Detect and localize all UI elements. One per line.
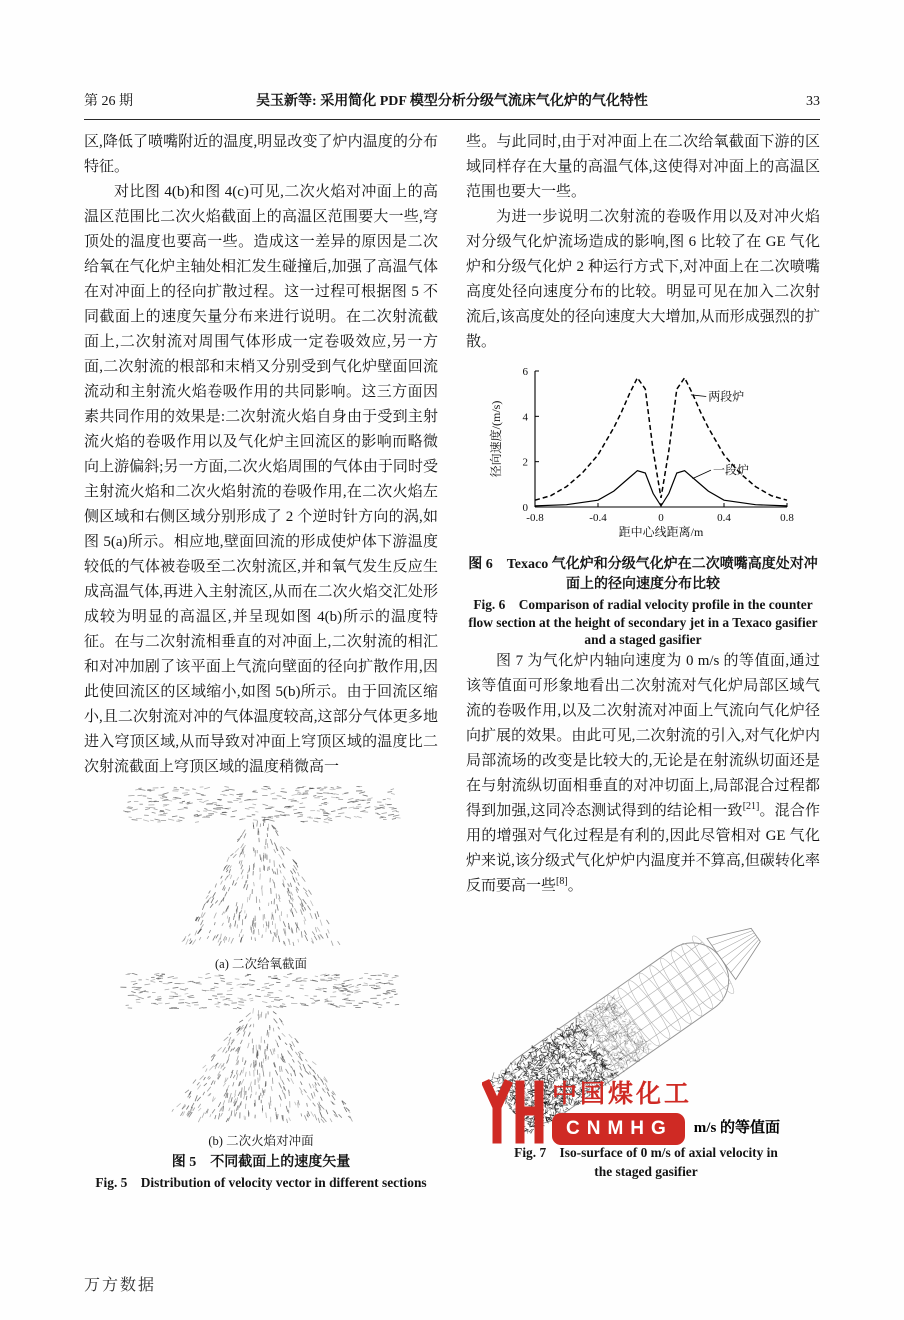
fig6-caption-en: Fig. 6 Comparison of radial velocity profile in the counter flow section at the height of secondary jet in a Texaco gasifier and a staged gasifier: [468, 597, 818, 647]
running-title: 吴玉新等: 采用简化 PDF 模型分析分级气流床气化炉的气化特性: [256, 94, 648, 109]
watermark-text-block: [552, 1079, 780, 1145]
page-header: [84, 90, 820, 120]
svg-text:两段炉: 两段炉: [708, 389, 745, 404]
paragraph: 区,降低了喷嘴附近的温度,明显改变了炉内温度的分布特征。: [84, 134, 438, 175]
svg-text:4: 4: [522, 411, 528, 424]
fig5a-label: (a) 二次给氧截面: [215, 957, 307, 971]
paragraph: 些。与此同时,由于对冲面上在二次给氧截面下游的区域同样存在大量的高温气体,这使得对冲面上的高温区范围也要大一些。: [466, 134, 820, 200]
page-number: 33: [806, 94, 820, 109]
fig5a-vector-field: [116, 786, 406, 946]
svg-text:-0.8: -0.8: [526, 512, 544, 524]
fig6-caption-cn: 图 6 Texaco 气化炉和分级气化炉在二次喷嘴高度处对冲面上的径向速度分布比较: [468, 557, 818, 592]
paragraph: 图 7 为气化炉内轴向速度为 0 m/s 的等值面,通过该等值面可形象地看出二次射流对气化炉局部区域气流的卷吸作用,以及二次射流对冲面上气流向气化炉径向扩展的效果。由此可见,二次射流的引入,对气化炉内局部流场的改变是比较大的,无论是在射流纵切面还是在与射流纵切面相垂直的对冲切面上,局部混合过程都得到加强,这同冷态测试得到的结论相一致[21]。混合作用的增强对气化过程是有利的,因此尽管相对 GE 气化炉来说,该分级式气化炉炉内温度并不算高,但碳转化率反而要高一些[8]。: [466, 652, 820, 894]
paragraph: 为进一步说明二次射流的卷吸作用以及对冲火焰对分级气化炉流场造成的影响,图 6 比较了在 GE 气化炉和分级气化炉 2 种运行方式下,对冲面上在二次喷嘴高度处径向速度分布的比较。明显可见在加入二次射流后,该高度处的径向速度大大增加,从而形成强烈的扩散。: [466, 209, 820, 350]
svg-text:距中心线距离/m: 距中心线距离/m: [618, 525, 704, 539]
figure-7: [466, 901, 820, 1201]
svg-text:6: 6: [522, 366, 528, 378]
figure-6: [466, 359, 820, 649]
figure-5: [84, 786, 438, 1192]
fig5b-vector-field: [116, 973, 406, 1123]
cnmhg-watermark: [482, 1079, 780, 1145]
fig7-caption-cn: m/s 的等值面: [693, 1120, 781, 1136]
footer-watermark: 万方数据: [84, 1277, 157, 1294]
paragraph: 对比图 4(b)和图 4(c)可见,二次火焰对冲面上的高温区范围比二次火焰截面上的高温区范围要大一些,穹顶处的温度也要高一些。造成这一差异的原因是二次给氧在气化炉主轴处相汇发生碰撞后,加强了高温气体在对冲面上的径向扩散过程。这一过程可根据图 5 不同截面上的速度矢量分布来进行说明。在二次射流截面上,二次射流对周围气体形成一定卷吸效应,另一方面,二次射流的根部和末梢又分别受到气化炉壁面回流流动和主射流火焰卷吸作用的共同影响。这三方面因素共同作用的效果是:二次射流火焰自身由于受到主射流火焰的卷吸作用以及气化炉主回流区的影响而略微向上游偏斜;另一方面,二次火焰周围的气体由于同时受主射流火焰和二次火焰射流的卷吸作用,在二次火焰左侧区域和右侧区域分别形成了 2 个逆时针方向的涡,如图 5(a)所示。相应地,壁面回流的形成使炉体下游温度较低的气体被卷吸至二次射流区,并和氧气发生反应生成高温气体,再进入主射流区,从而在二次火焰交汇处形成较为明显的高温区,并呈现如图 4(b)所示的温度特征。在与二次射流相垂直的对冲面上,二次射流的相汇和对冲加剧了该平面上气流向壁面的径向扩散作用,因此使回流区的区域缩小,如图 5(b)所示。由于回流区缩小,且二次射流对冲的气体温度较高,这部分气体更多地进入穹顶区域,从而导致对冲面上穹顶区域的温度比二次射流截面上穹顶区域的温度稍微高一: [84, 184, 438, 775]
svg-text:径向速度/(m/s): 径向速度/(m/s): [489, 400, 503, 478]
fig5-caption-cn: 图 5 不同截面上的速度矢量: [171, 1155, 351, 1170]
journal-issue: 第 26 期: [84, 94, 133, 109]
svg-text:0.4: 0.4: [717, 512, 731, 524]
svg-text:2: 2: [522, 456, 528, 469]
svg-text:一段炉: 一段炉: [712, 463, 749, 478]
svg-text:0.8: 0.8: [780, 512, 794, 524]
left-column: [84, 130, 438, 1192]
watermark-logo-icon: [482, 1079, 544, 1145]
fig5-caption-en: Fig. 5 Distribution of velocity vector in different sections: [95, 1175, 427, 1190]
fig7-caption-en: Fig. 7 Iso-surface of 0 m/s of axial velocity in the staged gasifier: [514, 1144, 778, 1179]
svg-text:0: 0: [522, 502, 528, 514]
fig6-chart: [487, 359, 799, 543]
watermark-en-badge: CNMHG: [552, 1113, 685, 1145]
svg-text:0: 0: [658, 512, 664, 524]
svg-text:-0.4: -0.4: [589, 512, 607, 524]
fig5b-label: (b) 二次火焰对冲面: [208, 1134, 314, 1148]
right-column: [466, 130, 820, 1201]
watermark-cn-text: 中国煤化工: [552, 1079, 693, 1108]
